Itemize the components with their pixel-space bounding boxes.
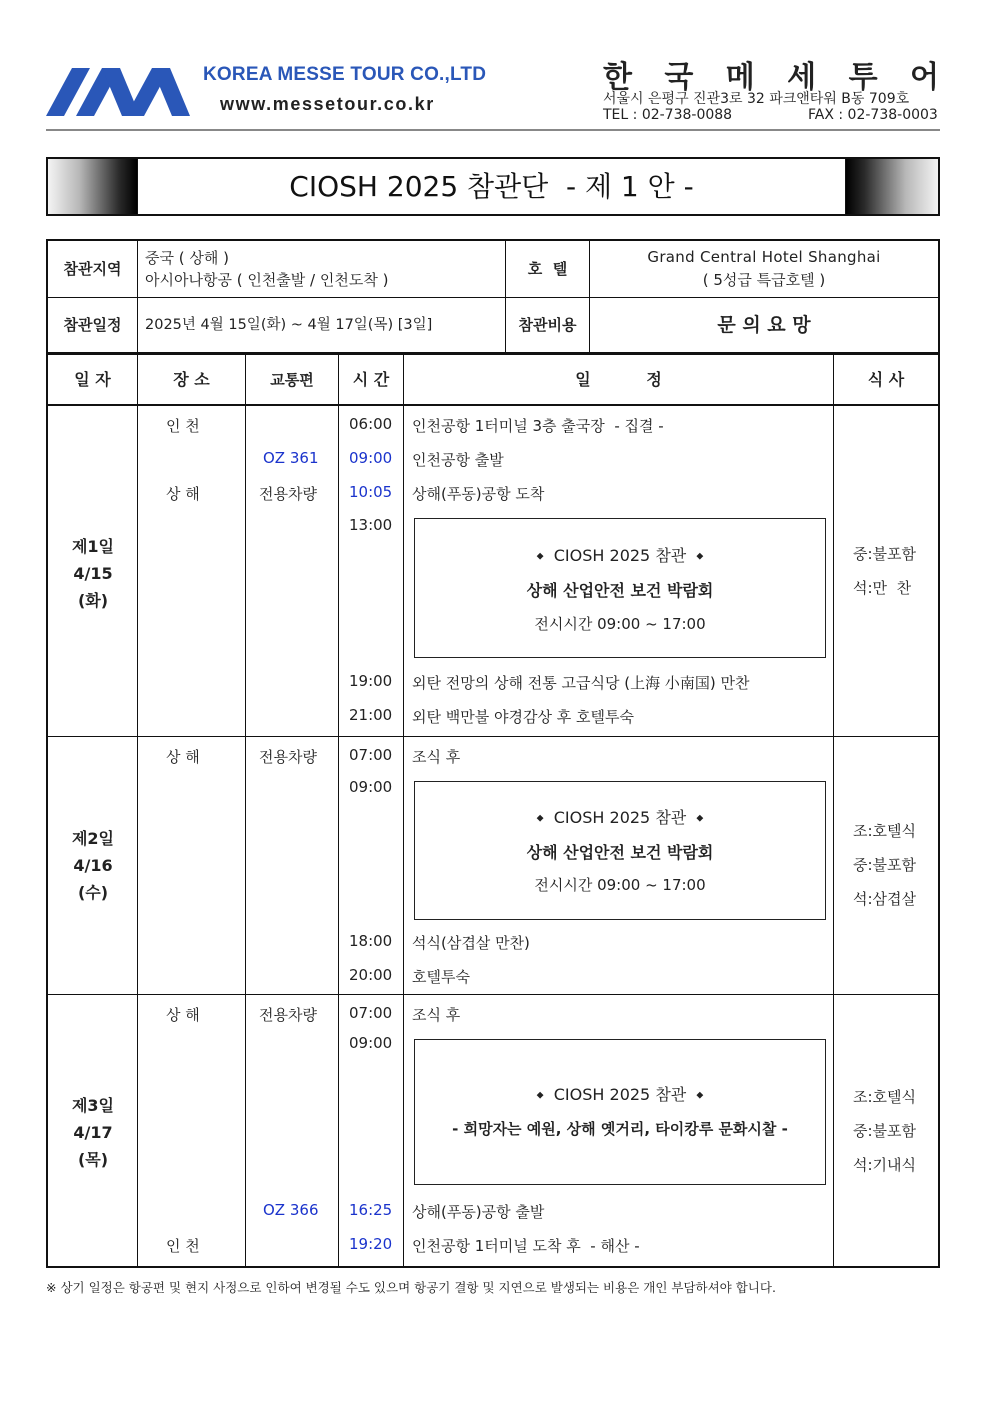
day3-row1-transport: 전용차량 xyxy=(259,1006,317,1024)
day3-row4-time: 19:20 xyxy=(349,1235,393,1253)
info-table xyxy=(46,239,940,354)
cost-label: 참관비용 xyxy=(518,316,577,334)
day1-row5-time: 19:00 xyxy=(349,672,393,690)
footnote: ※ 상기 일정은 항공편 및 현지 사정으로 인하여 변경될 수도 있으며 항공기 결항 및 지연으로 발생되는 비용은 개인 부담하셔야 합니다. xyxy=(46,1280,776,1295)
day1-event-title-line xyxy=(415,543,825,566)
company-name-en: KOREA MESSE TOUR CO.,LTD xyxy=(203,64,487,85)
day3-event-sub: - 희망자는 예원, 상해 옛거리, 타이캉루 문화시찰 - xyxy=(452,1120,788,1138)
region-value xyxy=(145,247,505,291)
title-banner xyxy=(46,157,940,216)
day2-row1-transport: 전용차량 xyxy=(259,748,317,766)
day2-row4-time: 20:00 xyxy=(349,966,393,984)
day3-event-title-line xyxy=(415,1082,825,1105)
day1-row2-time: 09:00 xyxy=(349,449,393,467)
day2-meals: 조:호텔식 중:불포함 석:삼겹살 xyxy=(853,822,917,908)
day2-event-title-line xyxy=(415,805,825,828)
schedule-value: 2025년 4월 15일(화) ~ 4월 17일(목) [3일] xyxy=(145,317,433,333)
day1-row6-time: 21:00 xyxy=(349,706,393,724)
day1-row1-place: 인 천 xyxy=(166,417,200,435)
hotel-label: 호 텔 xyxy=(527,260,568,278)
day1-flight: OZ 361 xyxy=(263,449,319,467)
day2-label: 제2일 4/16 (수) xyxy=(71,829,115,902)
website: www.messetour.co.kr xyxy=(220,94,435,114)
fax: FAX : 02-738-0003 xyxy=(808,107,938,123)
day1-event-hours: 전시시간 09:00 ~ 17:00 xyxy=(534,615,706,633)
day1-event-title: CIOSH 2025 참관 xyxy=(553,546,687,565)
address: 서울시 은평구 진관3로 32 파크앤타워 B동 709호 xyxy=(603,91,910,107)
diamond-icon: ◆ xyxy=(536,551,544,562)
day3-label: 제3일 4/17 (목) xyxy=(71,1096,115,1169)
day2-row2-time: 09:00 xyxy=(349,778,393,796)
region-label: 참관지역 xyxy=(63,260,122,278)
day2-row1-desc: 조식 후 xyxy=(412,748,461,766)
day1-row3-time: 10:05 xyxy=(349,483,393,501)
diamond-icon: ◆ xyxy=(536,1090,544,1101)
diamond-icon: ◆ xyxy=(536,813,544,824)
day3-event-box xyxy=(414,1039,826,1185)
day2-event-box xyxy=(414,781,826,920)
day3-meals: 조:호텔식 중:불포함 석:기내식 xyxy=(853,1088,917,1174)
header-divider xyxy=(46,129,940,131)
col-day: 일 자 xyxy=(74,370,111,389)
day3-row1-desc: 조식 후 xyxy=(412,1006,461,1024)
company-name-kr: 한 국 메 세 투 어 xyxy=(603,60,939,95)
schedule-label: 참관일정 xyxy=(63,316,122,334)
day1-meals: 중:불포함 석:만 찬 xyxy=(853,545,917,597)
col-meal: 식 사 xyxy=(867,370,905,389)
hotel-value xyxy=(590,246,938,292)
day3-flight: OZ 366 xyxy=(263,1201,319,1219)
day1-event-box xyxy=(414,518,826,658)
day3-event-title: CIOSH 2025 참관 xyxy=(553,1085,687,1104)
day1-label: 제1일 4/15 (화) xyxy=(71,537,115,610)
day1-row2-desc: 인천공항 출발 xyxy=(412,451,504,469)
title-gradient-left xyxy=(48,159,137,214)
day2-event-title: CIOSH 2025 참관 xyxy=(553,808,687,827)
col-transport: 교통편 xyxy=(270,371,314,389)
schedule-table xyxy=(46,353,940,1268)
company-logo xyxy=(46,64,192,120)
phone: TEL : 02-738-0088 xyxy=(603,107,733,123)
day2-row1-place: 상 해 xyxy=(166,748,200,766)
day1-event-sub: 상해 산업안전 보건 박람회 xyxy=(526,581,714,600)
diamond-icon: ◆ xyxy=(696,813,704,824)
day3-row4-place: 인 천 xyxy=(166,1237,200,1255)
day2-row3-desc: 석식(삼겹살 만찬) xyxy=(412,934,530,952)
day3-row4-desc: 인천공항 1터미널 도착 후 - 해산 - xyxy=(412,1237,640,1255)
hotel-name: Grand Central Hotel Shanghai xyxy=(647,248,881,266)
region-line1: 중국 ( 상해 ) xyxy=(145,249,229,267)
diamond-icon: ◆ xyxy=(696,551,704,562)
day1-row4-time: 13:00 xyxy=(349,516,393,534)
day2-row4-desc: 호텔투숙 xyxy=(412,968,470,986)
day1-row1-desc: 인천공항 1터미널 3층 출국장 - 집결 - xyxy=(412,417,664,435)
page-title: CIOSH 2025 참관단 - 제 1 안 - xyxy=(137,159,846,214)
day1-row6-desc: 외탄 백만불 야경감상 후 호텔투숙 xyxy=(412,708,634,726)
day1-row3-transport: 전용차량 xyxy=(259,485,317,503)
day2-event-sub: 상해 산업안전 보건 박람회 xyxy=(526,843,714,862)
day3-row3-desc: 상해(푸동)공항 출발 xyxy=(412,1203,545,1221)
day1-row5-desc: 외탄 전망의 상해 전통 고급식당 (上海 小南国) 만찬 xyxy=(412,674,750,692)
col-itinerary: 일 정 xyxy=(575,370,662,389)
col-place: 장 소 xyxy=(173,370,210,389)
col-time: 시 간 xyxy=(352,370,390,389)
hotel-grade: ( 5성급 특급호텔 ) xyxy=(702,271,826,289)
cost-value: 문 의 요 망 xyxy=(717,314,811,336)
diamond-icon: ◆ xyxy=(696,1090,704,1101)
day3-row1-place: 상 해 xyxy=(166,1006,200,1024)
day3-row3-time: 16:25 xyxy=(349,1201,393,1219)
day3-row2-time: 09:00 xyxy=(349,1034,393,1052)
day2-event-hours: 전시시간 09:00 ~ 17:00 xyxy=(534,876,706,894)
region-line2: 아시아나항공 ( 인천출발 / 인천도착 ) xyxy=(145,271,389,289)
day2-row3-time: 18:00 xyxy=(349,932,393,950)
day2-row1-time: 07:00 xyxy=(349,746,393,764)
day1-row3-place: 상 해 xyxy=(166,485,200,503)
day1-row3-desc: 상해(푸동)공항 도착 xyxy=(412,485,545,503)
day3-row1-time: 07:00 xyxy=(349,1004,393,1022)
title-gradient-right xyxy=(846,159,938,214)
day1-row1-time: 06:00 xyxy=(349,415,393,433)
